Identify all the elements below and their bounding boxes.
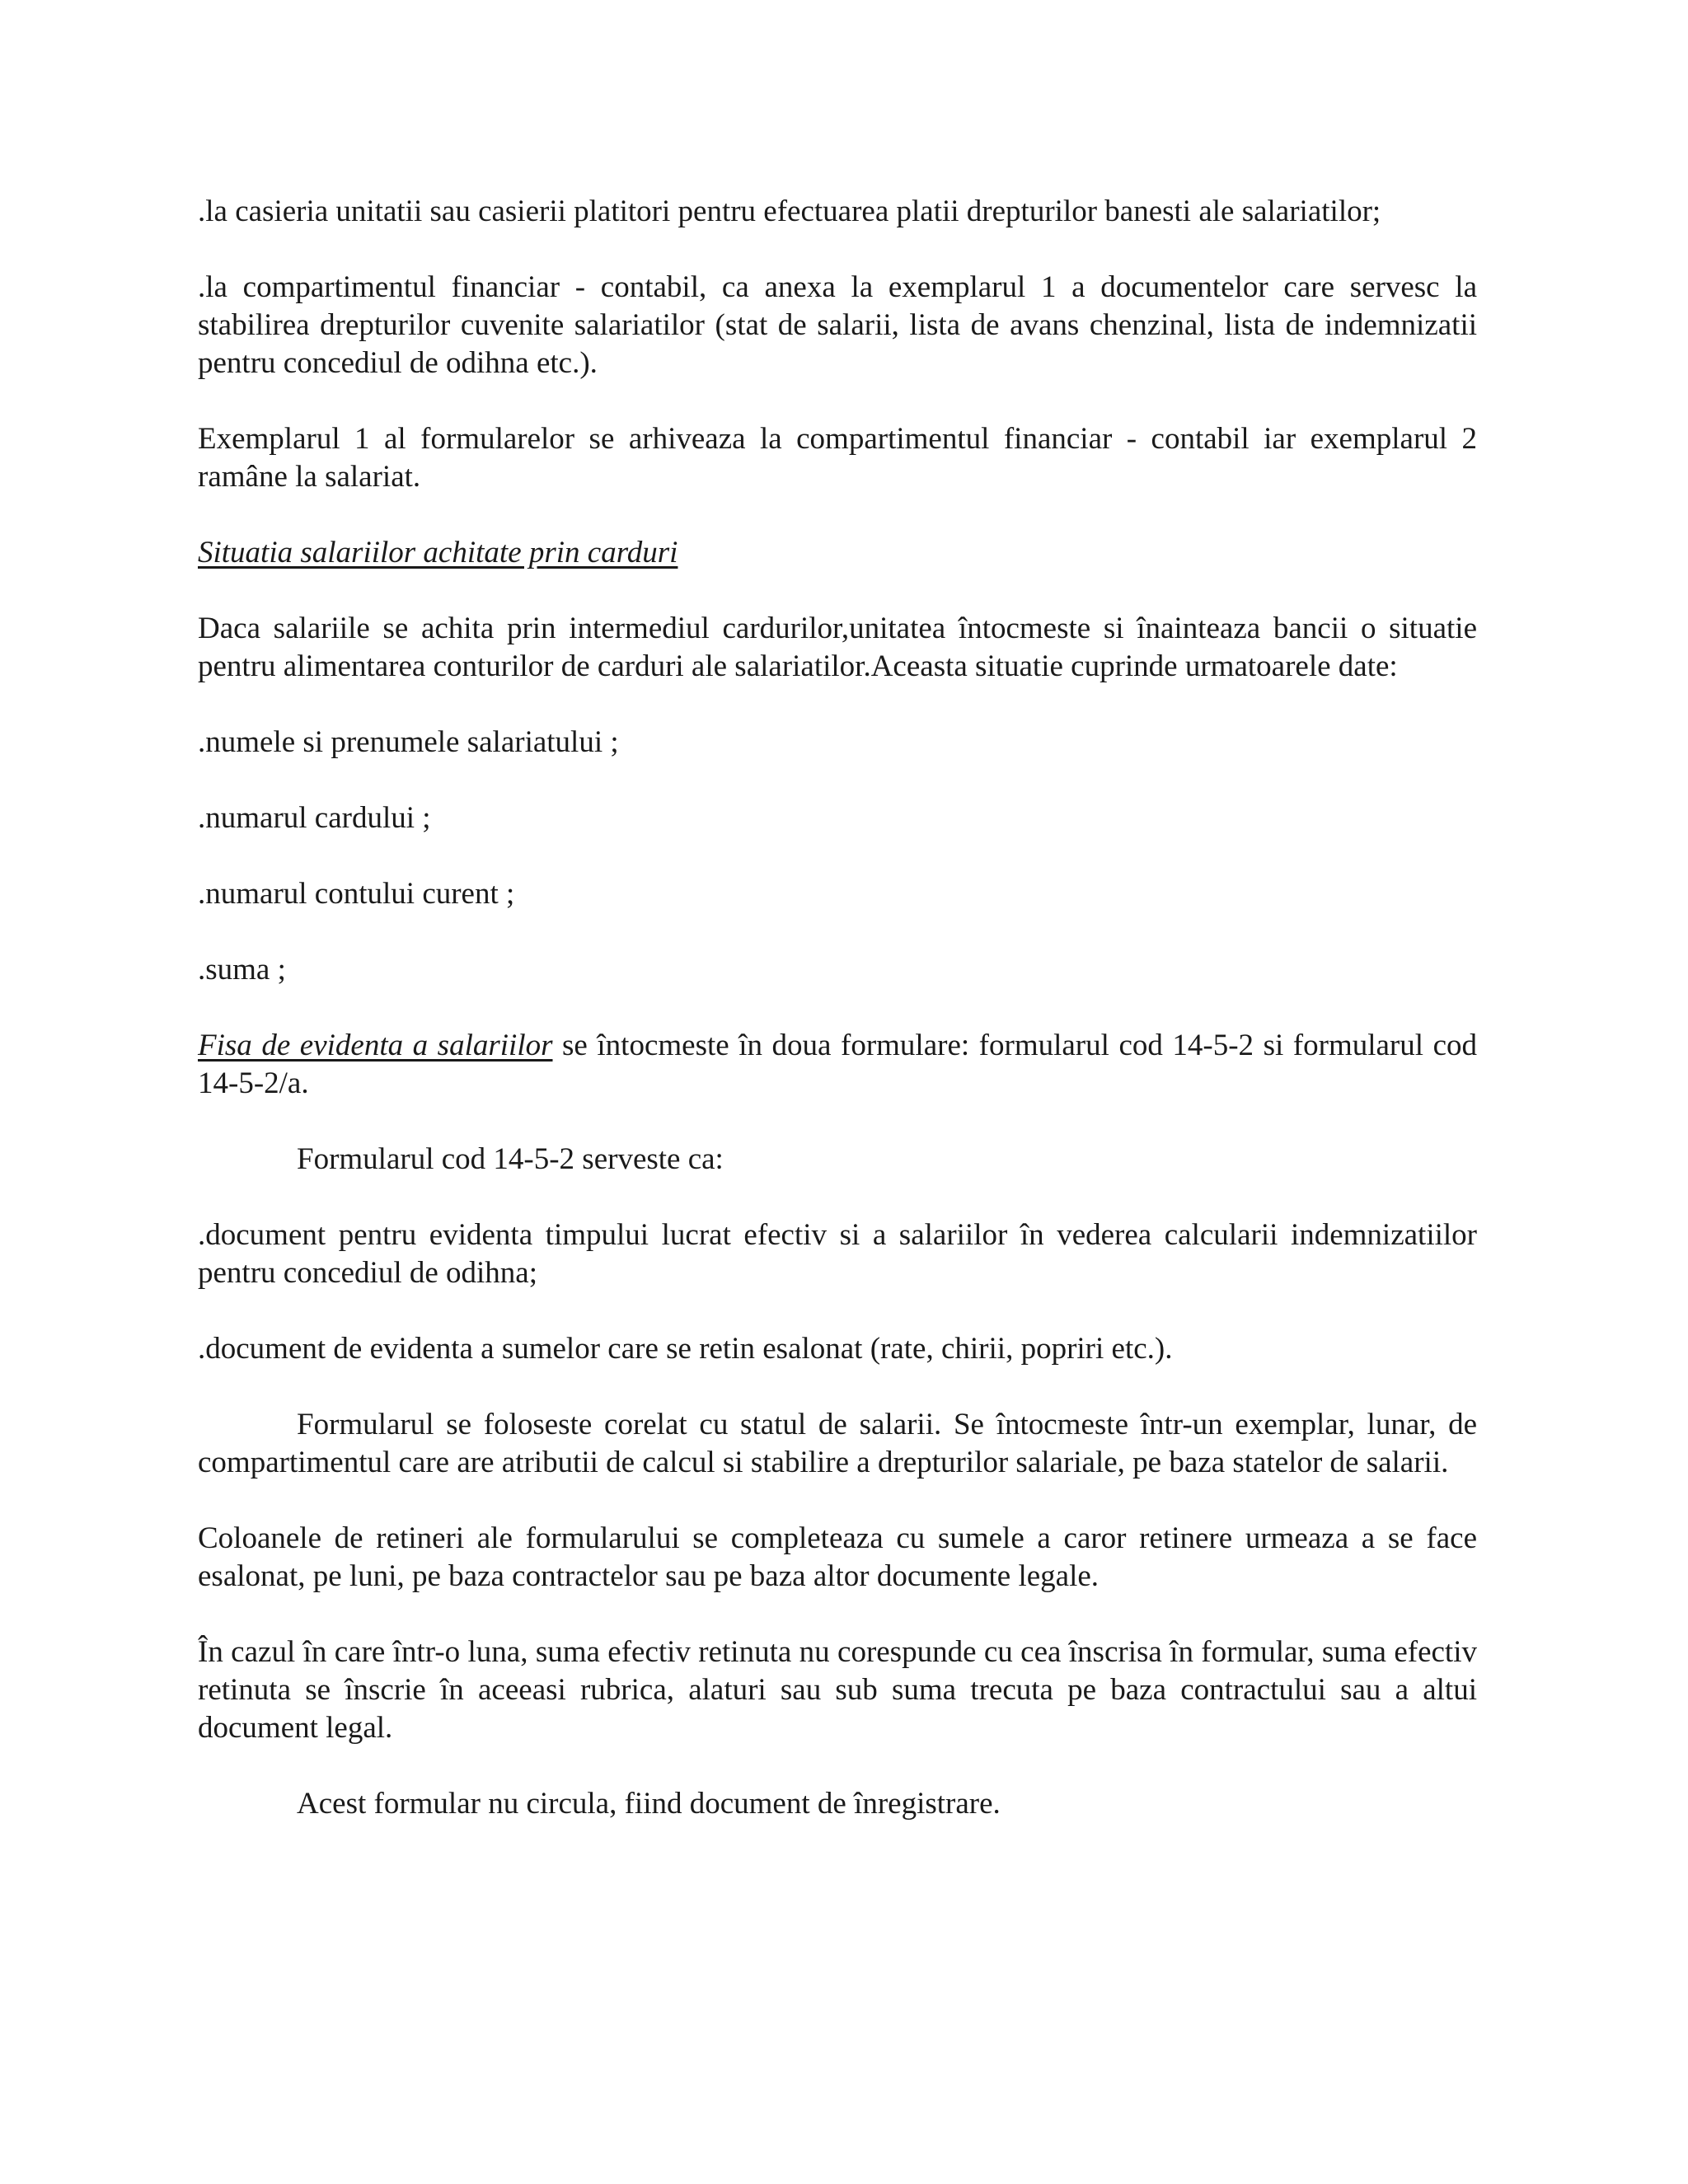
paragraph-fisa-evidenta [198,1027,1477,1103]
paragraph-formular-serveste: Formularul cod 14-5-2 serveste ca: [297,1142,724,1176]
list-item-cont: .numarul contului curent ; [198,877,515,911]
heading-text: Situatia salariilor achitate prin carduri [198,536,678,569]
paragraph-casierie: .la casieria unitatii sau casierii platitori pentru efectuarea platii drepturilor banesti ale salariatilor; [198,194,1381,228]
paragraph-rest: se întocmeste în doua formulare: formularul cod 14-5-2 si formularul cod 14-5-2/a. [198,1029,1477,1100]
paragraph-exemplarul-1: Exemplarul 1 al formularelor se arhiveaza la compartimentul financiar - contabil iar exemplarul 2 ramâne la salariat. [198,422,1477,494]
paragraph-document-timp: .document pentru evidenta timpului lucrat efectiv si a salariilor în vederea calcularii indemnizatiilor pentru concediul de odihna; [198,1218,1477,1290]
paragraph-carduri: Daca salariile se achita prin intermediul cardurilor,unitatea întocmeste si înainteaza bancii o situatie pentru alimentarea conturilor de carduri ale salariatilor.Aceasta situatie cuprinde urmatoarele date: [198,612,1477,683]
document-page [198,193,1477,1861]
paragraph-caz-retinere: În cazul în care într-o luna, suma efectiv retinuta nu corespunde cu cea înscrisa în formular, suma efectiv retinuta se înscrie în aceeasi rubrica, alaturi sau sub suma trecuta pe baza contractului sau a altui document legal. [198,1635,1477,1745]
paragraph-lead: Fisa de evidenta a salariilor [198,1029,553,1062]
list-item-suma: .suma ; [198,953,286,987]
section-heading-carduri [198,534,1477,572]
paragraph-nu-circula: Acest formular nu circula, fiind document de înregistrare. [297,1787,1001,1821]
paragraph-document-sume: .document de evidenta a sumelor care se retin esalonat (rate, chirii, popriri etc.). [198,1332,1173,1366]
list-item-nume: .numele si prenumele salariatului ; [198,725,619,759]
paragraph-formular-corelat: Formularul se foloseste corelat cu statul de salarii. Se întocmeste într-un exemplar, lunar, de compartimentul care are atributii de calcul si stabilire a drepturilor salariale, pe baza statelor de salarii. [198,1408,1477,1479]
list-item-card: .numarul cardului ; [198,801,431,835]
paragraph-compartiment-financiar: .la compartimentul financiar - contabil, ca anexa la exemplarul 1 a documentelor care servesc la stabilirea drepturilor cuvenite salariatilor (stat de salarii, lista de avans chenzinal, lista de indemnizatii pentru concediul de odihna etc.). [198,270,1477,380]
paragraph-coloane-retineri: Coloanele de retineri ale formularului se completeaza cu sumele a caror retinere urmeaza a se face esalonat, pe luni, pe baza contractelor sau pe baza altor documente legale. [198,1521,1477,1593]
